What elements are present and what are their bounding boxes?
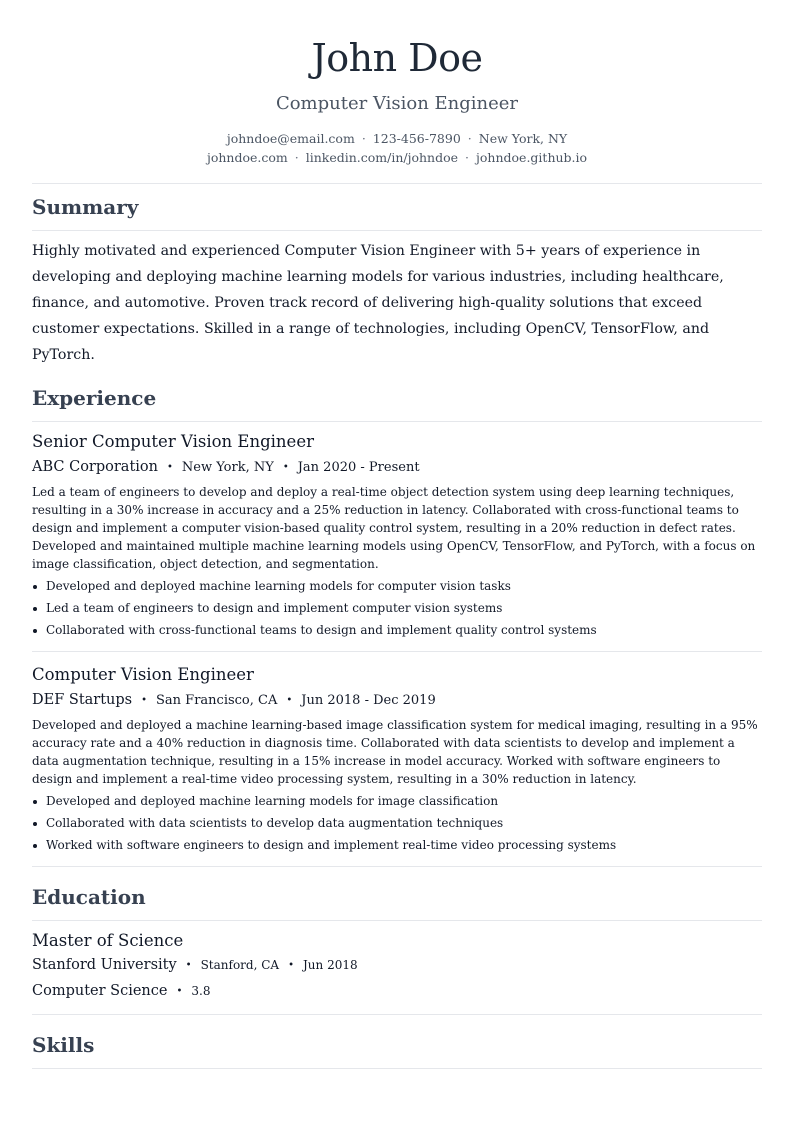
summary-section [32,194,762,368]
section-title-summary: Summary [32,195,139,219]
skills-section [32,1032,762,1069]
section-title-education: Education [32,885,146,909]
company-name: ABC Corporation [32,459,158,475]
divider [32,421,762,422]
job-dates: Jun 2018 - Dec 2019 [301,693,436,708]
job-bullets [32,575,762,641]
job-meta [32,457,762,478]
separator: · [294,150,299,165]
degree-title: Master of Science [32,931,184,950]
separator: · [467,131,472,146]
school-name: Stanford University [32,957,177,973]
bullet-separator: • [166,462,173,473]
separator: · [361,131,366,146]
contact-line-2 [32,148,762,167]
field-meta [32,981,762,1002]
job-bullets [32,790,762,856]
summary-text: Highly motivated and experienced Computer Vision Engineer with 5+ years of experience in developing and deploying machine learning models for various industries, including healthcare, finance, and automotive. Proven track record of delivering high-quality solutions that exceed customer expectations. Skilled in a range of technologies, including OpenCV, TensorFlow, and PyTorch. [32,243,724,363]
divider [32,230,762,231]
section-title-experience: Experience [32,386,157,410]
list-item: Developed and deployed machine learning models for computer vision tasks [32,575,762,597]
list-item: Collaborated with data scientists to develop data augmentation techniques [32,812,762,834]
bullet-separator: • [282,462,289,473]
divider [32,1068,762,1069]
gpa-value: 3.8 [191,984,211,998]
list-item: Worked with software engineers to design and implement real-time video processing systems [32,834,762,856]
bullet-separator: • [286,695,293,706]
contact-line-1 [32,129,762,148]
separator: · [465,150,470,165]
bullet-separator: • [176,986,183,997]
education-meta [32,955,762,976]
linkedin-link[interactable]: linkedin.com/in/johndoe [305,150,459,165]
candidate-name: John Doe [311,36,483,80]
divider [32,183,762,184]
field-of-study: Computer Science [32,983,168,999]
divider [32,866,762,867]
github-link[interactable]: johndoe.github.io [476,150,588,165]
location-text: New York, NY [478,131,568,146]
divider [32,651,762,652]
website-link[interactable]: johndoe.com [206,150,288,165]
contact-info [32,129,762,167]
job-entry [32,431,762,641]
job-title: Senior Computer Vision Engineer [32,432,314,451]
job-location: San Francisco, CA [156,693,278,708]
divider [32,920,762,921]
job-title: Computer Vision Engineer [32,665,254,684]
candidate-title: Computer Vision Engineer [275,93,519,114]
job-dates: Jan 2020 - Present [297,460,420,475]
company-name: DEF Startups [32,692,133,708]
graduation-date: Jun 2018 [302,958,358,972]
bullet-separator: • [288,960,294,971]
education-section [32,884,762,1015]
job-description: Led a team of engineers to develop and deploy a real-time object detection system using deep learning techniques, resulting in a 30% increase in accuracy and a 25% reduction in latency. Collaborated with cross-functional teams to design and implement a computer vision-based quality control system, resulting in a 20% reduction in defect rates. Developed and maintained multiple machine learning models using OpenCV, TensorFlow, and PyTorch, with a focus on image classification, object detection, and segmentation. [32,485,756,571]
phone-text: 123-456-7890 [372,131,461,146]
list-item: Developed and deployed machine learning models for image classification [32,790,762,812]
job-meta [32,690,762,711]
bullet-separator: • [141,695,148,706]
divider [32,1014,762,1015]
school-location: Stanford, CA [200,958,280,972]
job-location: New York, NY [181,460,274,475]
list-item: Collaborated with cross-functional teams to design and implement quality control systems [32,619,762,641]
experience-section [32,385,762,867]
job-entry [32,664,762,856]
list-item: Led a team of engineers to design and implement computer vision systems [32,597,762,619]
bullet-separator: • [185,960,192,971]
email-link[interactable]: johndoe@email.com [226,131,355,146]
section-title-skills: Skills [32,1033,95,1057]
job-description: Developed and deployed a machine learning-based image classification system for medical imaging, resulting in a 95% accuracy rate and a 40% reduction in diagnosis time. Collaborated with data scientists to develop and implement a data augmentation technique, resulting in a 15% increase in model accuracy. Worked with software engineers to design and implement a real-time video processing system, resulting in a 30% reduction in latency. [32,718,758,786]
